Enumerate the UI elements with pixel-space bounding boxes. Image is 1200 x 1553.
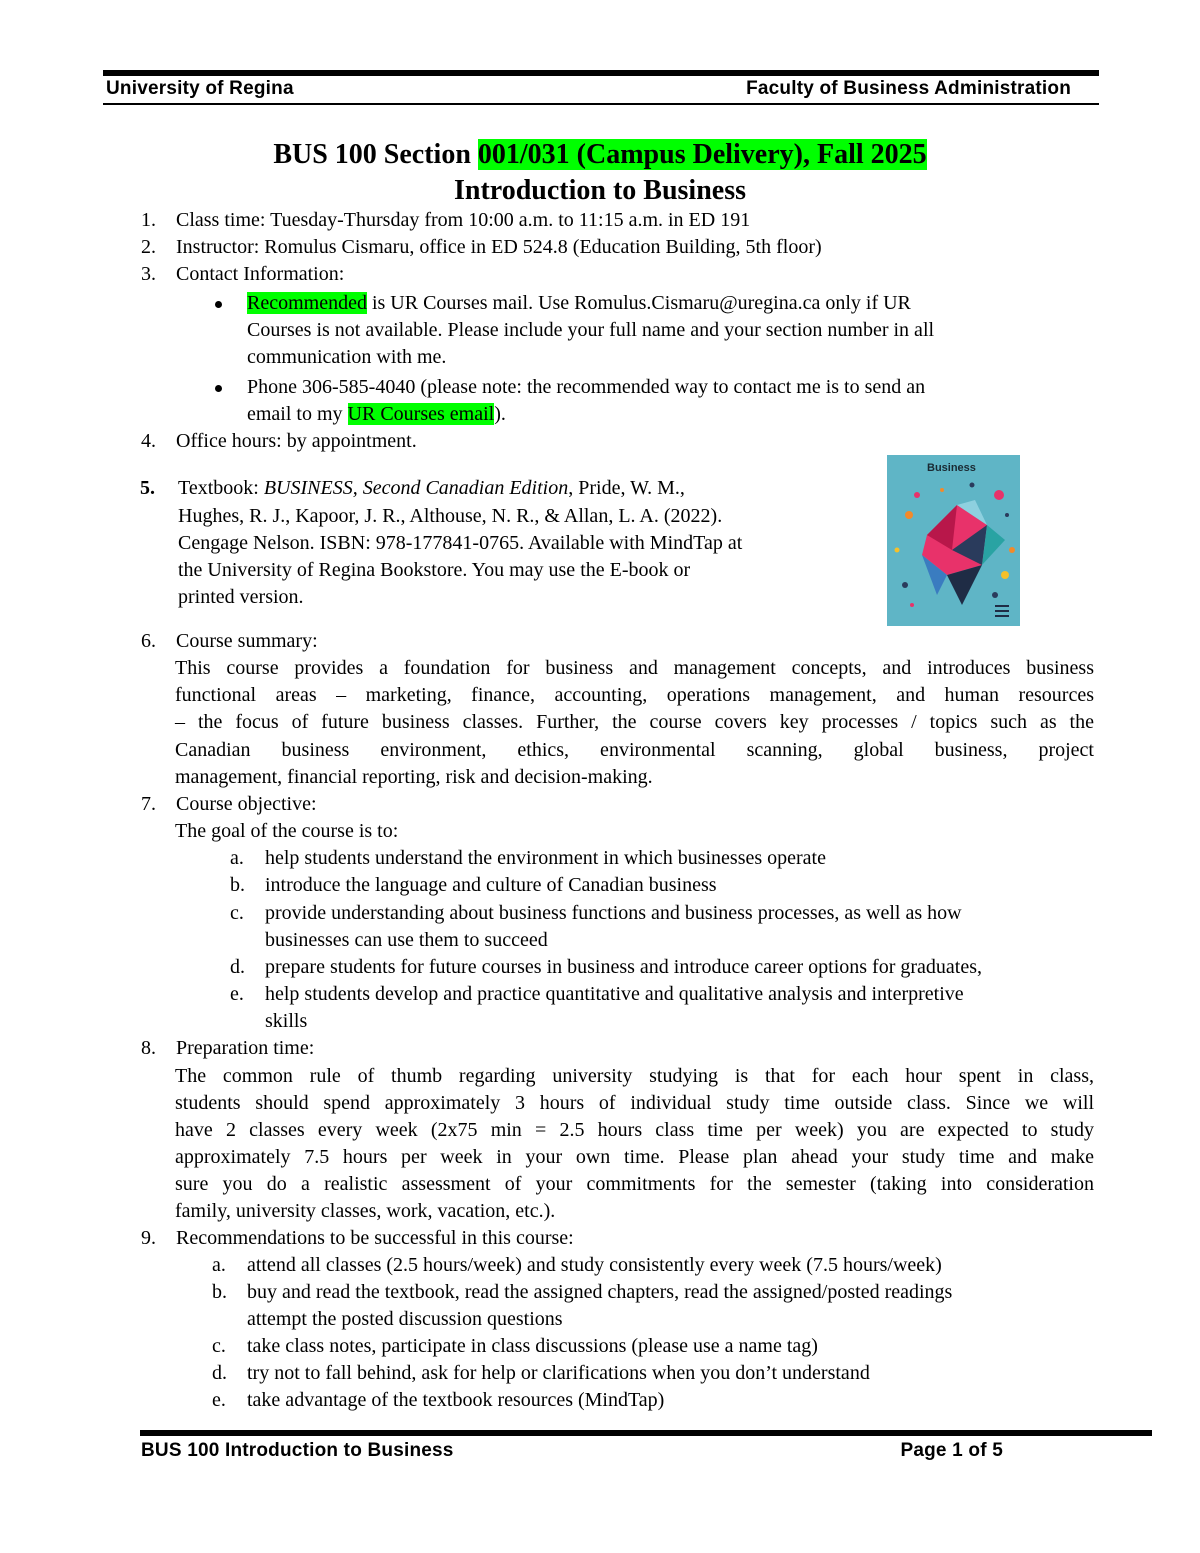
textbook-authors: , Pride, W. M., [568,477,685,499]
summary-line: Canadian business environment, ethics, environmental scanning, global business, project [175,739,1094,761]
summary-line: management, financial reporting, risk and decision-making. [175,766,653,788]
contact-line-3: communication with me. [247,346,447,368]
textbook-label: Textbook: [178,477,264,499]
phone-text: email to my [247,403,348,425]
textbook-line-1 [178,475,685,502]
preparation-line: family, university classes, work, vacation, etc.). [175,1200,556,1222]
preparation-line: have 2 classes every week (2x75 min = 2.5 hours class time per week) you are expected to study [175,1119,1094,1141]
footer-course: BUS 100 Introduction to Business [141,1440,454,1461]
preparation-line: The common rule of thumb regarding university studying is that for each hour spent in class, [175,1065,1094,1087]
textbook-cover-image [887,455,1020,626]
objective-item-cont: businesses can use them to succeed [265,929,548,951]
objective-item: help students develop and practice quantitative and qualitative analysis and interpretive [265,983,964,1005]
recommendation-item: try not to fall behind, ask for help or clarifications when you don’t understand [247,1362,870,1384]
textbook-title: BUSINESS, Second Canadian Edition [263,477,569,499]
textbook-line-2: Hughes, R. J., Kapoor, J. R., Althouse, N. R., & Allan, L. A. (2022). [178,505,723,527]
recommended-highlight: Recommended [247,292,367,314]
item-instructor: Instructor: Romulus Cismaru, office in ED 524.8 (Education Building, 5th floor) [176,236,822,258]
item-number-3: 3. [141,263,156,285]
preparation-line: sure you do a realistic assessment of your commitments for the semester (taking into consideration [175,1173,1094,1195]
ur-courses-email-highlight: UR Courses email [347,403,495,425]
item-number-7: 7. [141,793,156,815]
objective-letter: c. [230,902,244,924]
recommendation-item: take advantage of the textbook resources (MindTap) [247,1389,665,1411]
item-number-5: 5. [140,477,155,499]
item-contact-info: Contact Information: [176,263,345,285]
book-cover-title: Business [927,462,976,474]
recommendation-item: take class notes, participate in class discussions (please use a name tag) [247,1335,818,1357]
objective-item: provide understanding about business functions and business processes, as well as how [265,902,962,924]
recommendation-letter: c. [212,1335,226,1357]
objective-letter: d. [230,956,245,978]
recommendation-letter: b. [212,1281,227,1303]
objective-item: prepare students for future courses in business and introduce career options for graduates, [265,956,982,978]
contact-recommended-line [247,290,911,317]
footer-page-number: Page 1 of 5 [900,1440,1003,1461]
contact-line-2: Courses is not available. Please include your full name and your section number in all [247,319,935,341]
item-course-summary: Course summary: [176,630,318,652]
item-class-time: Class time: Tuesday-Thursday from 10:00 a.m. to 11:15 a.m. in ED 191 [176,209,751,231]
item-preparation-time: Preparation time: [176,1037,315,1059]
recommendation-item-cont: attempt the posted discussion questions [247,1308,563,1330]
objective-letter: e. [230,983,244,1005]
textbook-line-4: the University of Regina Bookstore. You may use the E-book or [178,559,691,581]
contact-phone-line: Phone 306-585-4040 (please note: the recommended way to contact me is to send an [247,376,926,398]
summary-line: functional areas – marketing, finance, accounting, operations management, and human resources [175,684,1094,706]
objective-letter: a. [230,847,244,869]
title-prefix: BUS 100 Section [273,139,478,170]
summary-line: – the focus of future business classes. Further, the course covers key processes / topics such as the [175,711,1094,733]
phone-text-end: ). [494,403,506,425]
header-top-rule [103,70,1099,76]
bullet-icon [215,301,222,308]
item-number-1: 1. [141,209,156,231]
objective-item: help students understand the environment in which businesses operate [265,847,826,869]
bullet-icon [215,385,222,392]
objective-intro: The goal of the course is to: [175,820,399,842]
header-bottom-rule [103,103,1099,105]
objective-item-cont: skills [265,1010,308,1032]
item-number-6: 6. [141,630,156,652]
page-title [0,138,1200,172]
item-number-4: 4. [141,430,156,452]
footer-rule [140,1430,1152,1436]
summary-line: This course provides a foundation for business and management concepts, and introduces business [175,657,1094,679]
header-university: University of Regina [106,78,294,99]
recommendation-letter: d. [212,1362,227,1384]
recommendation-letter: e. [212,1389,226,1411]
objective-item: introduce the language and culture of Canadian business [265,874,717,896]
preparation-line: students should spend approximately 3 hours of individual study time outside class. Since we will [175,1092,1094,1114]
item-number-2: 2. [141,236,156,258]
recommendation-letter: a. [212,1254,226,1276]
recommendation-item: attend all classes (2.5 hours/week) and study consistently every week (7.5 hours/week) [247,1254,942,1276]
item-office-hours: Office hours: by appointment. [176,430,417,452]
title-highlight: 001/031 (Campus Delivery), Fall 2025 [477,139,927,170]
contact-phone-line-2 [247,401,506,428]
item-course-objective: Course objective: [176,793,317,815]
page-subtitle: Introduction to Business [453,175,746,206]
item-number-8: 8. [141,1037,156,1059]
preparation-line: approximately 7.5 hours per week in your own time. Please plan ahead your study time and make [175,1146,1094,1168]
header-faculty: Faculty of Business Administration [746,78,1071,99]
item-recommendations: Recommendations to be successful in this course: [176,1227,574,1249]
textbook-line-5: printed version. [178,586,304,608]
item-number-9: 9. [141,1227,156,1249]
recommendation-item: buy and read the textbook, read the assigned chapters, read the assigned/posted readings [247,1281,953,1303]
objective-letter: b. [230,874,245,896]
contact-email-text: is UR Courses mail. Use Romulus.Cismaru@uregina.ca only if UR [366,292,911,314]
textbook-line-3: Cengage Nelson. ISBN: 978-177841-0765. Available with MindTap at [178,532,743,554]
